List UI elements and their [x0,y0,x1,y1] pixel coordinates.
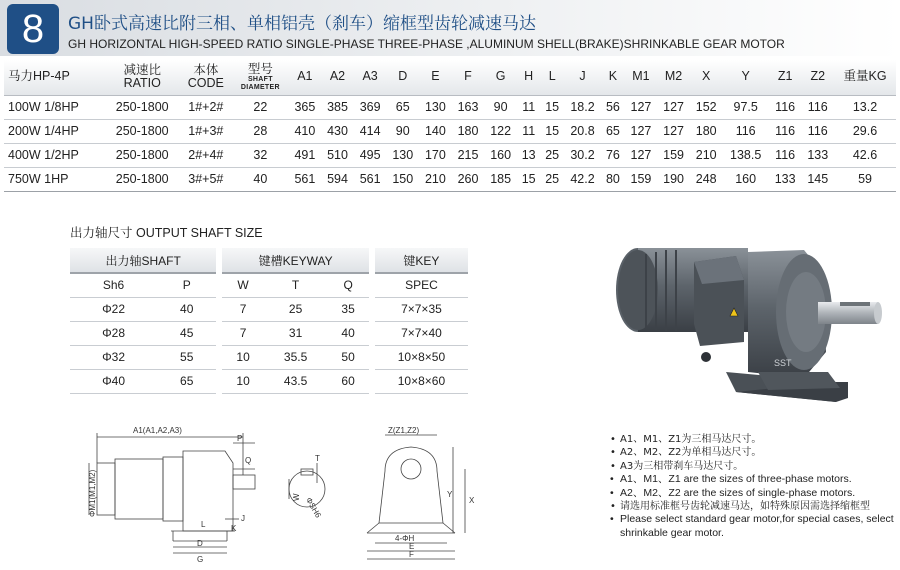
spec-cell: 42.6 [834,143,896,167]
spec-cell: 100W 1/8HP [4,95,105,119]
spec-cell: 116 [801,119,834,143]
shaft-cell: 10×8×60 [372,369,468,393]
col-ratio: 减速比 RATIO [105,60,180,95]
spec-cell: 127 [657,119,690,143]
spec-cell: 116 [801,95,834,119]
spec-cell: 250-1800 [105,167,180,191]
dim-k: K [231,524,237,533]
dim-x: X [469,496,475,505]
spec-cell: 133 [769,167,802,191]
col-hp: 马力HP-4P [4,60,105,95]
spec-cell: 185 [484,167,517,191]
spec-cell: 561 [354,167,387,191]
shaft-cell: 60 [327,369,372,393]
shaft-cell: 35.5 [264,345,328,369]
spec-cell: 76 [601,143,625,167]
spec-cell: 163 [452,95,485,119]
spec-cell: 97.5 [723,95,769,119]
col-z1: Z1 [769,60,802,95]
col-l: L [540,60,564,95]
header-banner [0,0,900,56]
spec-cell: 510 [321,143,354,167]
shaft-col-header-row [70,273,468,297]
spec-cell: 495 [354,143,387,167]
shaft-row [70,321,468,345]
dim-f: F [409,550,414,559]
shaft-row [70,369,468,393]
shaft-cell: 25 [264,297,328,321]
spec-cell: 13 [517,143,541,167]
spec-cell: 65 [601,119,625,143]
spec-cell: 594 [321,167,354,191]
note-item: • Please select standard gear motor,for special cases, select shrinkable gear motor. [608,513,898,540]
shaft-row [70,297,468,321]
shaft-cell: 45 [157,321,219,345]
note-item: • A1、M1、Z1为三相马达尺寸。 [608,433,898,446]
spec-cell: 11 [517,119,541,143]
spec-cell: 400W 1/2HP [4,143,105,167]
spec-cell: 250-1800 [105,95,180,119]
shaft-col-header: T [264,273,328,297]
spec-cell: 130 [419,95,452,119]
spec-cell: 18.2 [564,95,601,119]
spec-header-row [4,60,896,95]
shaft-cell: 40 [327,321,372,345]
shaft-cell: 7 [219,321,263,345]
spec-cell: 430 [321,119,354,143]
spec-cell: 138.5 [723,143,769,167]
shaft-row [70,345,468,369]
shaft-cell: 10 [219,345,263,369]
spec-cell: 260 [452,167,485,191]
dim-t: T [315,454,320,463]
spec-cell: 116 [723,119,769,143]
spec-cell: 15 [517,167,541,191]
section-number: 8 [7,4,59,54]
shaft-cell: 55 [157,345,219,369]
col-a2: A2 [321,60,354,95]
spec-cell: 13.2 [834,95,896,119]
col-x: X [690,60,723,95]
spec-cell: 20.8 [564,119,601,143]
spec-cell: 127 [625,143,658,167]
spec-cell: 29.6 [834,119,896,143]
spec-cell: 65 [386,95,419,119]
spec-cell: 150 [386,167,419,191]
spec-cell: 25 [540,167,564,191]
note-item: • A2、M2、Z2为单相马达尺寸。 [608,446,898,459]
col-g: G [484,60,517,95]
shaft-cell: 35 [327,297,372,321]
group-key: 键KEY [372,248,468,273]
shaft-cell: 65 [157,369,219,393]
spec-cell: 160 [484,143,517,167]
shaft-cell: 7 [219,297,263,321]
spec-cell: 42.2 [564,167,601,191]
shaft-cell: 7×7×40 [372,321,468,345]
spec-row [4,143,896,167]
spec-cell: 410 [289,119,322,143]
spec-cell: 750W 1HP [4,167,105,191]
spec-cell: 491 [289,143,322,167]
title-english: GH HORIZONTAL HIGH-SPEED RATIO SINGLE-PHASE THREE-PHASE ,ALUMINUM SHELL(BRAKE)SHRINKABLE GEAR MOTOR [68,37,785,51]
spec-cell: 190 [657,167,690,191]
col-k: K [601,60,625,95]
dim-a: A1(A1,A2,A3) [133,426,182,435]
shaft-cell: 43.5 [264,369,328,393]
shaft-col-header: SPEC [372,273,468,297]
spec-cell: 140 [419,119,452,143]
spec-cell: 22 [232,95,288,119]
spec-cell: 159 [625,167,658,191]
dim-h: 4-ΦH [395,534,415,543]
note-item: • 请选用标准框号齿轮减速马达，如特殊原因需选择缩框型 [608,500,898,513]
group-keyway: 键槽KEYWAY [219,248,372,273]
shaft-cell: Φ32 [70,345,157,369]
spec-table [4,60,896,192]
dim-w: W [292,493,301,501]
col-a1: A1 [289,60,322,95]
dim-d: D [197,539,203,548]
dim-j: J [241,514,245,523]
spec-cell: 122 [484,119,517,143]
spec-row [4,167,896,191]
dim-y: Y [447,490,453,499]
spec-cell: 130 [386,143,419,167]
spec-cell: 1#+3# [180,119,233,143]
spec-cell: 250-1800 [105,143,180,167]
shaft-group-header [70,248,468,273]
spec-cell: 116 [769,143,802,167]
shaft-cell: 7×7×35 [372,297,468,321]
spec-cell: 59 [834,167,896,191]
col-d: D [386,60,419,95]
spec-cell: 133 [801,143,834,167]
spec-cell: 40 [232,167,288,191]
title-chinese: GH卧式高速比附三相、单相铝壳（刹车）缩框型齿轮减速马达 [68,14,536,34]
shaft-cell: 10 [219,369,263,393]
spec-cell: 180 [452,119,485,143]
spec-cell: 116 [769,119,802,143]
spec-cell: 127 [625,119,658,143]
gear-motor-photo [608,232,898,422]
spec-row [4,119,896,143]
spec-cell: 3#+5# [180,167,233,191]
spec-cell: 365 [289,95,322,119]
shaft-col-header: Sh6 [70,273,157,297]
spec-cell: 210 [419,167,452,191]
spec-cell: 248 [690,167,723,191]
shaft-cell: Φ40 [70,369,157,393]
dimension-drawing [85,423,495,565]
spec-cell: 215 [452,143,485,167]
spec-cell: 116 [769,95,802,119]
spec-cell: 32 [232,143,288,167]
shaft-col-header: P [157,273,219,297]
col-m2: M2 [657,60,690,95]
shaft-cell: 40 [157,297,219,321]
spec-cell: 152 [690,95,723,119]
col-j: J [564,60,601,95]
spec-cell: 56 [601,95,625,119]
spec-cell: 145 [801,167,834,191]
spec-cell: 210 [690,143,723,167]
spec-cell: 90 [484,95,517,119]
notes-list [608,433,898,540]
spec-cell: 15 [540,119,564,143]
dim-g: G [197,555,204,564]
spec-cell: 127 [625,95,658,119]
spec-cell: 414 [354,119,387,143]
dim-m: ΦM1(M1,M2) [88,469,97,517]
col-weight: 重量KG [834,60,896,95]
spec-cell: 15 [540,95,564,119]
col-shaft: 型号 SHAFT DIAMETER [232,60,288,95]
motor-logo: SST [774,358,792,368]
dim-p: P [237,434,243,443]
shaft-cell: 10×8×50 [372,345,468,369]
note-item: • A2、M2、Z2 are the sizes of single-phase motors. [608,487,898,500]
shaft-cell: Φ28 [70,321,157,345]
spec-row [4,95,896,119]
dim-q: Q [245,456,252,465]
note-item: • A3为三相带刹车马达尺寸。 [608,460,898,473]
spec-cell: 127 [657,95,690,119]
dim-e: E [409,542,415,551]
spec-cell: 90 [386,119,419,143]
dim-sh: ΦSH6 [304,495,323,520]
shaft-col-header: Q [327,273,372,297]
spec-cell: 369 [354,95,387,119]
spec-cell: 25 [540,143,564,167]
col-h: H [517,60,541,95]
spec-cell: 561 [289,167,322,191]
spec-cell: 1#+2# [180,95,233,119]
spec-cell: 250-1800 [105,119,180,143]
spec-cell: 11 [517,95,541,119]
spec-cell: 30.2 [564,143,601,167]
dim-z: Z(Z1,Z2) [388,426,420,435]
spec-cell: 180 [690,119,723,143]
col-code: 本体 CODE [180,60,233,95]
col-e: E [419,60,452,95]
spec-cell: 170 [419,143,452,167]
col-a3: A3 [354,60,387,95]
col-y: Y [723,60,769,95]
shaft-cell: 50 [327,345,372,369]
spec-cell: 2#+4# [180,143,233,167]
dim-l: L [201,520,206,529]
group-shaft: 出力轴SHAFT [70,248,219,273]
shaft-table [70,248,468,394]
spec-cell: 80 [601,167,625,191]
shaft-col-header: W [219,273,263,297]
col-f: F [452,60,485,95]
col-z2: Z2 [801,60,834,95]
note-item: • A1、M1、Z1 are the sizes of three-phase motors. [608,473,898,486]
shaft-cell: Φ22 [70,297,157,321]
shaft-heading: 出力轴尺寸 OUTPUT SHAFT SIZE [70,226,263,240]
spec-cell: 385 [321,95,354,119]
spec-cell: 160 [723,167,769,191]
spec-cell: 28 [232,119,288,143]
spec-cell: 200W 1/4HP [4,119,105,143]
shaft-cell: 31 [264,321,328,345]
col-m1: M1 [625,60,658,95]
spec-cell: 159 [657,143,690,167]
